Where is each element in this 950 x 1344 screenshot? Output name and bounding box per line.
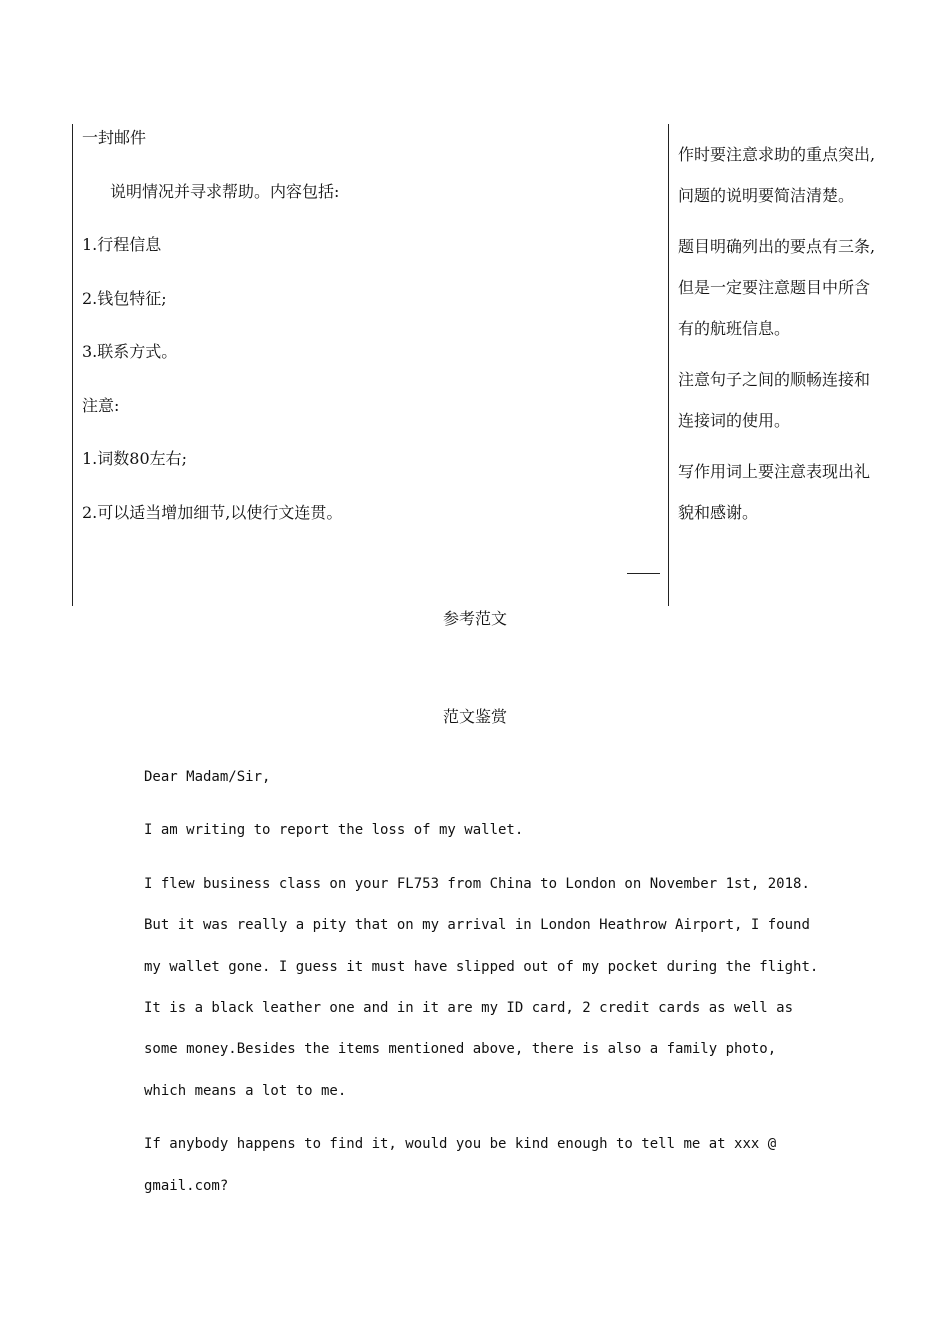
note-item: 作时要注意求助的重点突出,问题的说明要简洁清楚。: [678, 145, 876, 205]
task-line-word-count: 1.词数80左右;: [82, 449, 188, 468]
table-left-border: [72, 124, 73, 606]
essay-paragraph: If anybody happens to find it, would you be kind enough to tell me at xxx @ gmail.com?: [144, 1136, 777, 1194]
task-line-details: 2.可以适当增加细节,以使行文连贯。: [82, 503, 343, 522]
heading-appreciation: 范文鉴赏: [442, 707, 507, 726]
task-line-attention: 注意:: [82, 396, 120, 415]
note-item: 写作用词上要注意表现出礼貌和感谢。: [678, 462, 871, 522]
essay-paragraph: I flew business class on your FL753 from China to London on November 1st, 2018. But it was really a pity that on my arrival in London Heathrow Airport, I found my wallet gone. I guess it must have slipped out of my pocket during the flight. It is a black leather one and in it are my ID card, 2 credit cards as well as some money.Besides the items mentioned above, there is also a family photo, which means a lot to me.: [144, 875, 819, 1099]
writing-notes: [678, 134, 878, 543]
heading-reference: 参考范文: [442, 609, 507, 628]
task-line-point-2: 2.钱包特征;: [82, 289, 167, 308]
task-line-point-3: 3.联系方式。: [82, 342, 178, 361]
note-item: 题目明确列出的要点有三条,但是一定要注意题目中所含有的航班信息。: [678, 237, 876, 338]
task-line-type: 一封邮件: [82, 128, 147, 147]
note-item: 注意句子之间的顺畅连接和连接词的使用。: [678, 370, 871, 430]
task-line-instruction: 说明情况并寻求帮助。内容包括:: [110, 182, 340, 201]
short-rule: [627, 573, 660, 574]
essay-paragraph: I am writing to report the loss of my wallet.: [144, 822, 524, 839]
table-column-divider: [668, 124, 669, 606]
sample-essay: [144, 757, 824, 1219]
essay-salutation: Dear Madam/Sir,: [144, 769, 271, 785]
task-line-point-1: 1.行程信息: [82, 235, 162, 254]
